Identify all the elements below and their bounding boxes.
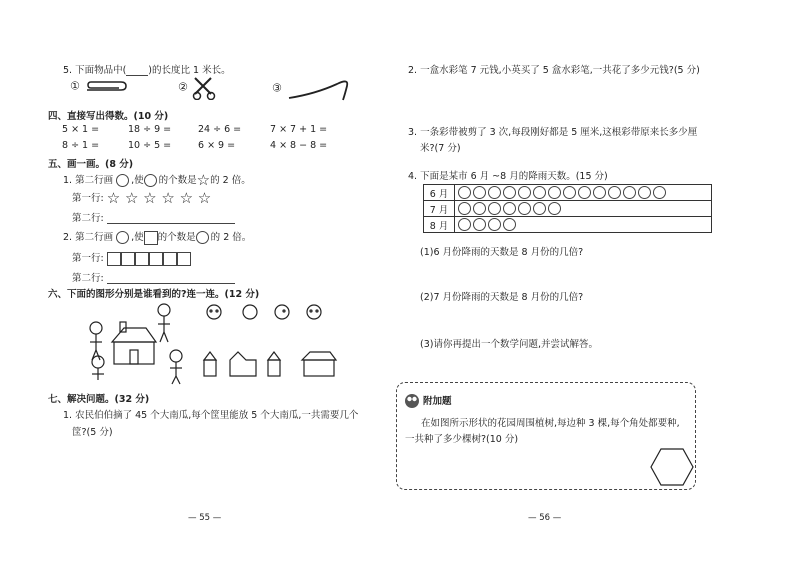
month-label: 6 月 (424, 185, 455, 201)
child-figure-icon (170, 350, 182, 384)
q5-answer-blank[interactable] (126, 75, 148, 76)
child-figure-icon (158, 304, 170, 342)
rain-day-circle (533, 202, 546, 215)
r-q4-3: (3)请你再提出一个数学问题,并尝试解答。 (420, 339, 598, 350)
rain-day-circle (578, 186, 591, 199)
house-icon (112, 322, 156, 364)
square-icon (177, 252, 191, 266)
extra-question-box (396, 382, 696, 490)
sec5-q2-text-b: ,使 (131, 232, 144, 243)
rain-day-circle (518, 186, 531, 199)
page-number-right: — 56 — (528, 513, 562, 523)
r-q2: 2. 一盒水彩笔 7 元钱,小英买了 5 盒水彩笔,一共花了多少元钱?(5 分) (408, 65, 700, 76)
table-row (424, 185, 712, 201)
rain-circles-cell (455, 217, 712, 233)
sec5-q1-text-a: 1. 第二行画 (63, 175, 114, 186)
q5-line (63, 62, 231, 76)
r-q4: 4. 下面是某市 6 月 ~8 月的降雨天数。(15 分) (408, 171, 608, 182)
circle-icon (196, 231, 209, 244)
square-icon (135, 252, 149, 266)
row2-label: 第二行: (72, 213, 104, 224)
rain-day-circle (593, 186, 606, 199)
face-icon (207, 305, 321, 319)
rain-day-circle (458, 202, 471, 215)
q5-option-1 (70, 78, 129, 96)
rain-day-circle (473, 186, 486, 199)
page-number-left: — 55 — (188, 513, 222, 523)
star-icon: ☆ (196, 171, 211, 189)
sec5-q2-text-d: 的 2 倍。 (210, 232, 252, 243)
rain-day-circle (608, 186, 621, 199)
sec4-row1-c4: 7 × 7 + 1 = (270, 124, 328, 135)
rain-day-circle (488, 202, 501, 215)
hexagon-icon (649, 447, 695, 487)
month-label: 7 月 (424, 201, 455, 217)
rain-day-circle (563, 186, 576, 199)
rope-icon (285, 76, 355, 102)
sec4-title: 四、直接写出得数。(10 分) (48, 111, 169, 122)
sec5-q2-text-a: 2. 第二行画 (63, 232, 114, 243)
square-icon (144, 231, 158, 245)
sec7-q1-line1: 1. 农民伯伯摘了 45 个大南瓜,每个筐里能放 5 个大南瓜,一共需要几个 (63, 410, 359, 421)
row2-drawing-line[interactable] (107, 223, 235, 224)
sec5-q1-row2 (72, 210, 235, 224)
sec5-q1-text-b: ,使 (131, 175, 144, 186)
sec4-row2-c4: 4 × 8 − 8 = (270, 140, 328, 151)
square-icon (163, 252, 177, 266)
r-q3-line1: 3. 一条彩带被剪了 3 次,每段刚好都是 5 厘米,这根彩带原来长多少厘 (408, 127, 698, 138)
sec4-row1-c3: 24 ÷ 6 = (198, 124, 242, 135)
extra-badge: 附加题 (423, 396, 452, 407)
q5-text-b: )的长度比 1 米长。 (148, 65, 231, 76)
rain-day-circle (503, 202, 516, 215)
rain-day-circle (653, 186, 666, 199)
rain-circles-cell (455, 185, 712, 201)
extra-line2: 一共种了多少棵树?(10 分) (405, 434, 519, 445)
rain-day-circle (623, 186, 636, 199)
owl-icon (403, 389, 421, 409)
square-icon (107, 252, 121, 266)
row2-drawing-line[interactable] (107, 283, 235, 284)
rain-day-circle (503, 218, 516, 231)
scissors-icon (191, 76, 219, 100)
sec5-q1-text-d: 的 2 倍。 (210, 175, 251, 186)
sec5-q1 (63, 172, 251, 188)
sec5-title: 五、画一画。(8 分) (48, 159, 134, 170)
circle-icon (116, 231, 129, 244)
circle-icon (144, 174, 157, 187)
child-figure-icon (92, 356, 104, 380)
sec6-illustration (80, 298, 360, 390)
circle-icon (116, 174, 129, 187)
rainfall-table (423, 184, 712, 233)
table-row (424, 217, 712, 233)
child-figure-icon (90, 322, 102, 360)
rain-day-circle (488, 218, 501, 231)
q5-option-2-label: ② (178, 80, 188, 94)
sec4-row2-c3: 6 × 9 = (198, 140, 236, 151)
sec4-row1-c2: 18 ÷ 9 = (128, 124, 172, 135)
q5-text-a: 5. 下面物品中( (63, 65, 127, 76)
rain-day-circle (548, 186, 561, 199)
q5-option-1-label: ① (70, 79, 80, 93)
rain-day-circle (518, 202, 531, 215)
q5-option-3-label: ③ (272, 81, 282, 95)
square-icon (121, 252, 135, 266)
rain-day-circle (503, 186, 516, 199)
rain-day-circle (638, 186, 651, 199)
sec7-title: 七、解决问题。(32 分) (48, 394, 150, 405)
rain-day-circle (533, 186, 546, 199)
rain-day-circle (458, 218, 471, 231)
rain-day-circle (548, 202, 561, 215)
r-q4-1: (1)6 月份降雨的天数是 8 月份的几倍? (420, 247, 584, 258)
rain-circles-cell (455, 201, 712, 217)
q5-option-2 (178, 76, 219, 100)
sec4-row2-c2: 10 ÷ 5 = (128, 140, 172, 151)
square-icon (149, 252, 163, 266)
sec7-q1-line2: 筐?(5 分) (72, 427, 113, 438)
rain-day-circle (458, 186, 471, 199)
row1-label: 第一行: (72, 253, 104, 264)
row2-label: 第二行: (72, 273, 104, 284)
sec5-q1-text-c: 的个数是 (158, 175, 197, 186)
house-view-icon (204, 352, 336, 376)
extra-line1: 在如图所示形状的花园周围植树,每边种 3 棵,每个角处都要种, (421, 418, 680, 429)
sec5-q2 (63, 229, 251, 245)
row1-label: 第一行: (72, 193, 104, 204)
stars-row: ☆ ☆ ☆ ☆ ☆ ☆ (106, 189, 212, 207)
r-q3-line2: 米?(7 分) (420, 143, 461, 154)
rain-day-circle (488, 186, 501, 199)
sec5-q1-row1 (72, 190, 211, 206)
sec5-q2-text-c: 的个数是 (157, 232, 196, 243)
rain-day-circle (473, 202, 486, 215)
r-q4-2: (2)7 月份降雨的天数是 8 月份的几倍? (420, 292, 584, 303)
month-label: 8 月 (424, 217, 455, 233)
sec4-row1-c1: 5 × 1 = (62, 124, 100, 135)
table-row (424, 201, 712, 217)
q5-option-3 (272, 76, 355, 102)
sec5-q2-row2 (72, 270, 235, 284)
sec4-row2-c1: 8 ÷ 1 = (62, 140, 100, 151)
sec6-title: 六、下面的图形分别是谁看到的?连一连。(12 分) (48, 289, 260, 300)
paperclip-icon (83, 78, 129, 96)
rain-day-circle (473, 218, 486, 231)
sec5-q2-row1 (72, 250, 191, 266)
